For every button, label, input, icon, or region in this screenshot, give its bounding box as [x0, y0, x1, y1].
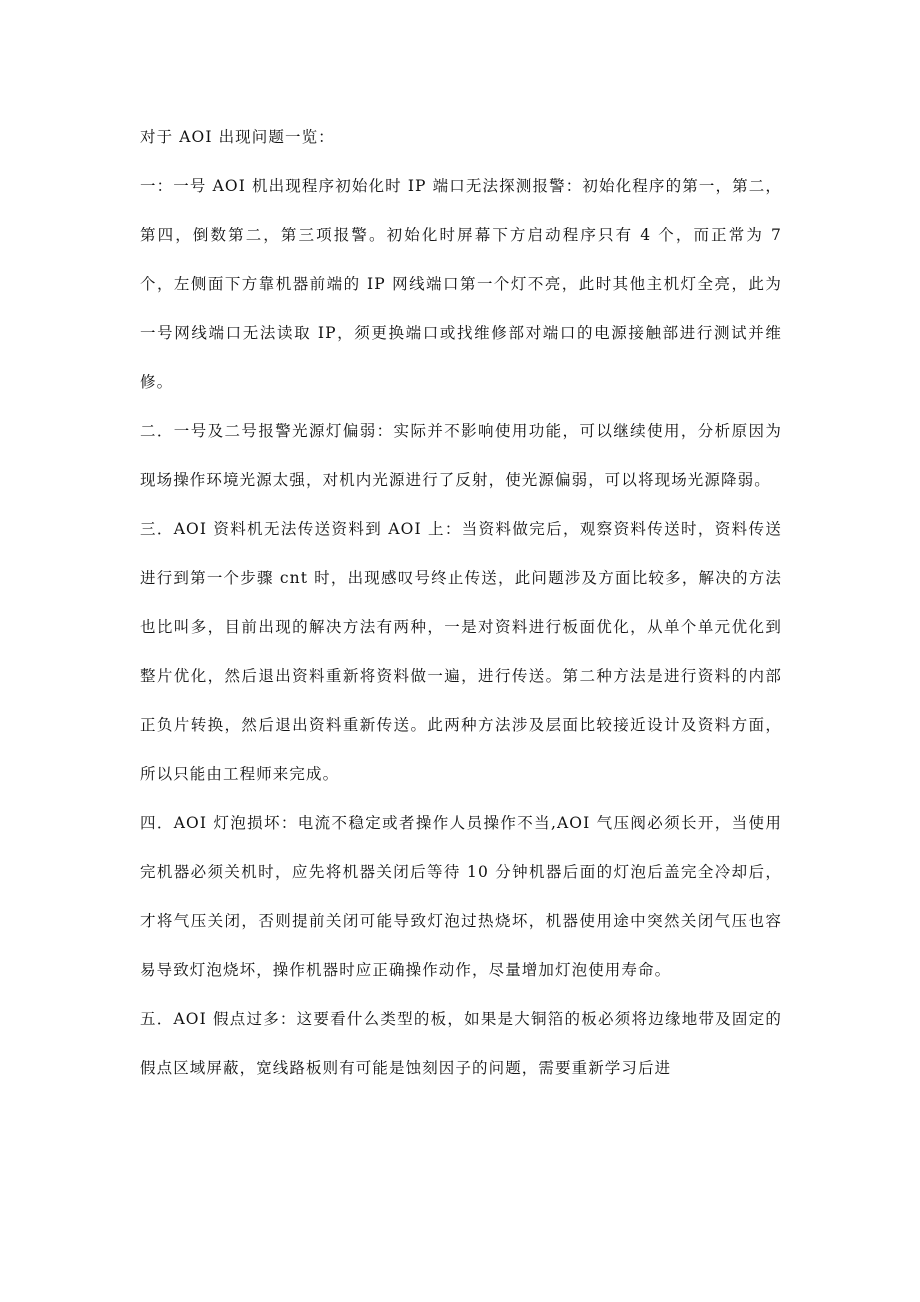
paragraph-issue-2: 二．一号及二号报警光源灯偏弱：实际并不影响使用功能，可以继续使用，分析原因为现场操作环境光源太强，对机内光源进行了反射，使光源偏弱，可以将现场光源降弱。 — [140, 422, 782, 489]
paragraph-issue-3: 三．AOI 资料机无法传送资料到 AOI 上：当资料做完后，观察资料传送时，资料传送进行到第一个步骤 cnt 时，出现感叹号终止传送，此问题涉及方面比较多，解决的方法也比叫多，目前出现的解决方法有两种，一是对资料进行板面优化，从单个单元优化到整片优化，然后退出资料重新将资料做一遍，进行传送。第二种方法是进行资料的内部正负片转换，然后退出资料重新传送。此两种方法涉及层面比较接近设计及资料方面，所以只能由工程师来完成。 — [140, 520, 782, 783]
document-body — [140, 113, 782, 1093]
document-title: 对于 AOI 出现问题一览： — [140, 128, 335, 146]
paragraph-issue-1: 一：一号 AOI 机出现程序初始化时 IP 端口无法探测报警：初始化程序的第一，第二，第四，倒数第二，第三项报警。初始化时屏幕下方启动程序只有 4 个，而正常为 7 个，左侧面下方靠机器前端的 IP 网线端口第一个灯不亮，此时其他主机灯全亮，此为一号网线端口无法读取 IP，须更换端口或找维修部对端口的电源接触部进行测试并维修。 — [140, 177, 782, 391]
paragraph-issue-5: 五．AOI 假点过多：这要看什么类型的板，如果是大铜箔的板必须将边缘地带及固定的假点区域屏蔽，宽线路板则有可能是蚀刻因子的问题，需要重新学习后进 — [140, 1010, 782, 1077]
paragraph-issue-4: 四．AOI 灯泡损坏：电流不稳定或者操作人员操作不当,AOI 气压阀必须长开，当使用完机器必须关机时，应先将机器关闭后等待 10 分钟机器后面的灯泡后盖完全冷却后，才将气压关闭，否则提前关闭可能导致灯泡过热烧坏，机器使用途中突然关闭气压也容易导致灯泡烧坏，操作机器时应正确操作动作，尽量增加灯泡使用寿命。 — [140, 814, 782, 979]
